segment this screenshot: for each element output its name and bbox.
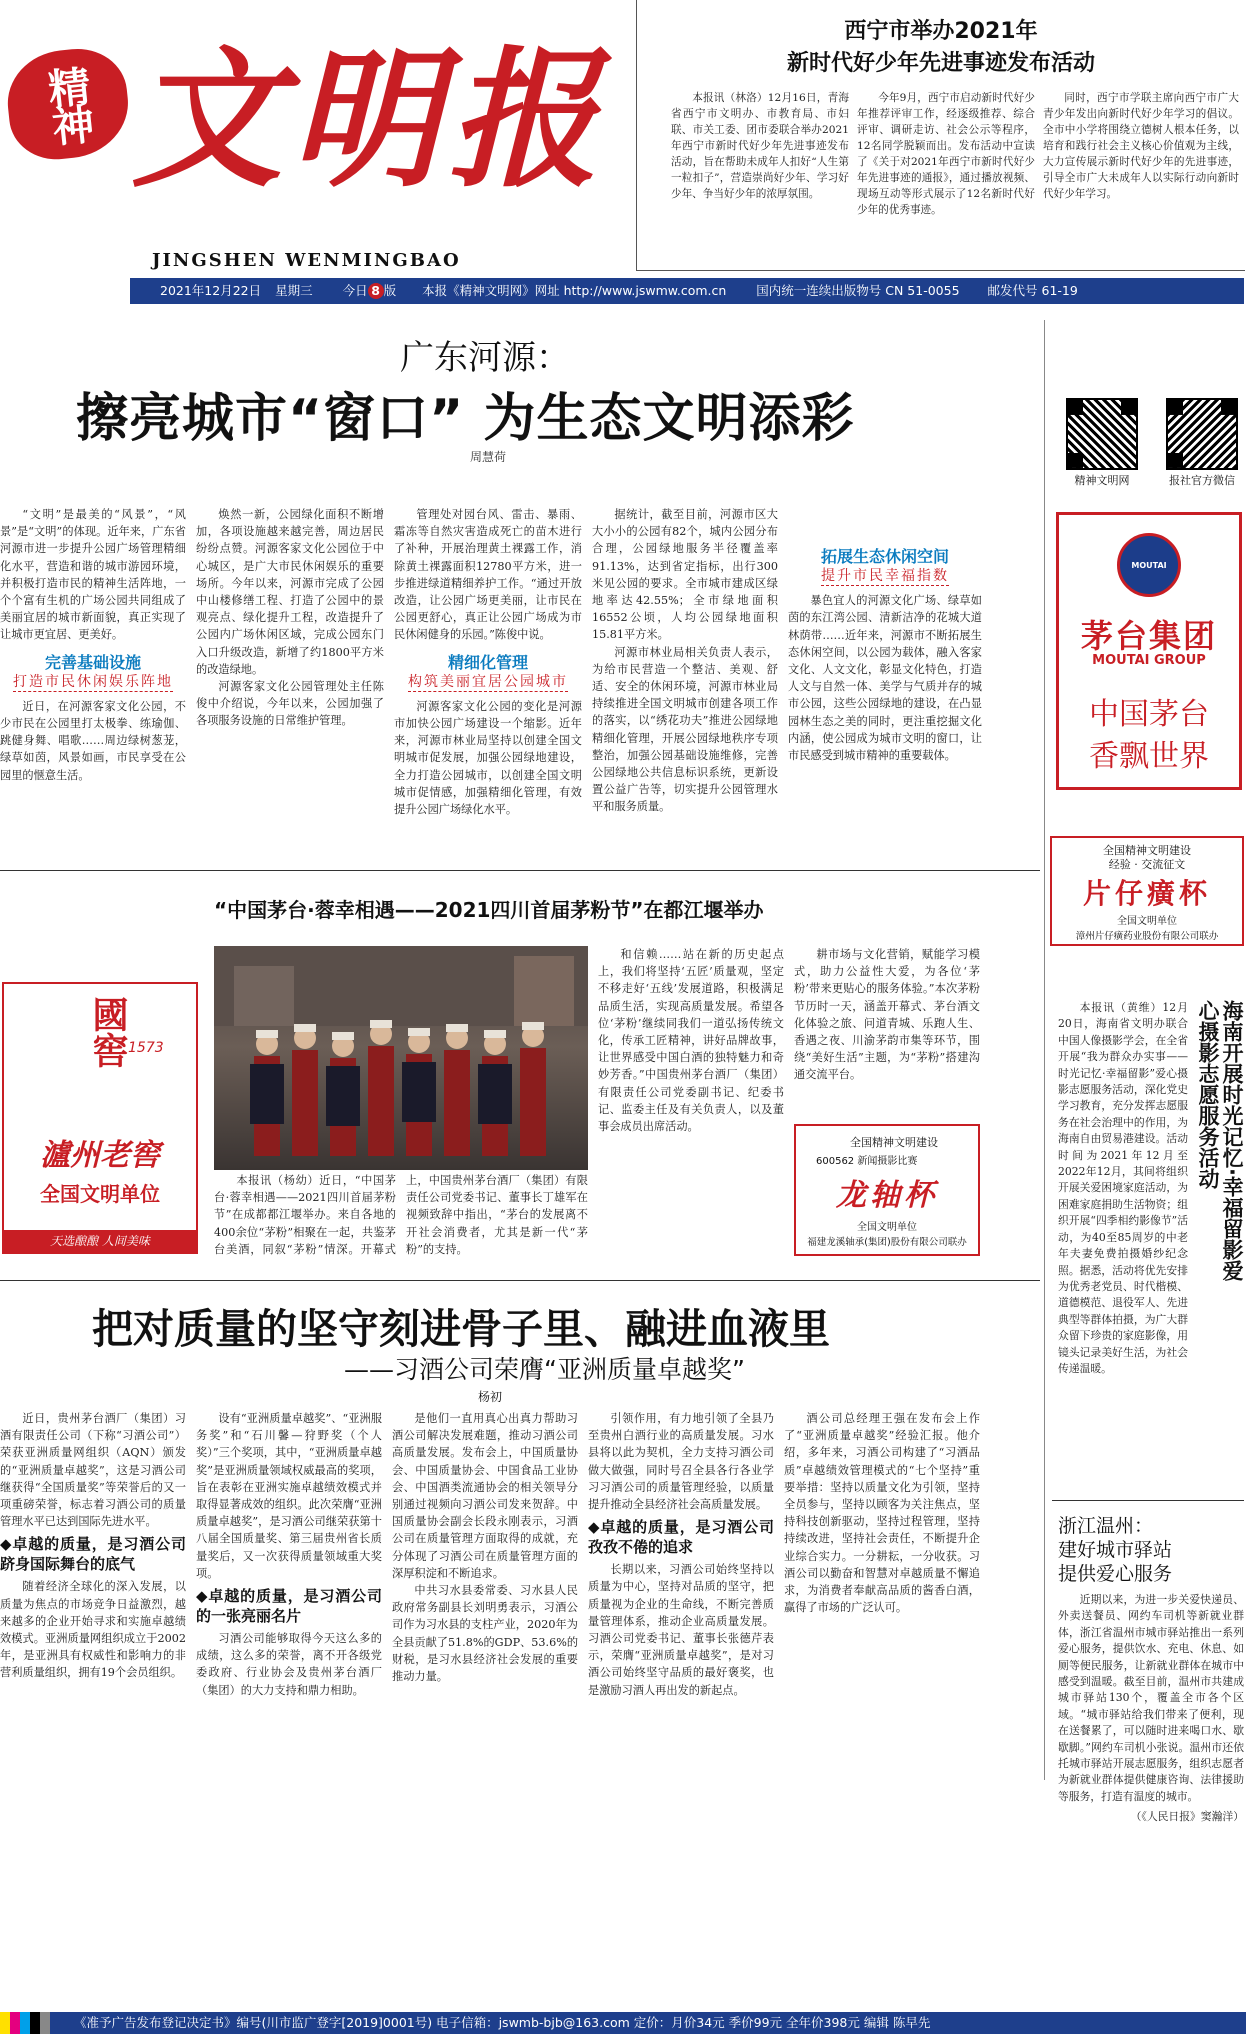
wenzhou-title-3: 提供爱心服务	[1058, 1563, 1173, 1585]
divider-v-1	[1044, 320, 1045, 1780]
moutai-brand-cn: 茅台集团	[1080, 617, 1217, 655]
top-story-title-1: 西宁市举办2021年	[844, 19, 1038, 44]
lz-top-2: 600562 新闻摄影比赛	[816, 1156, 918, 1167]
quality-col-3b-text: 中共习水县委常委、习水县人民政府常务副县长刘明勇表示，习酒公司作为习水县的支柱产业，2020年为全县贡献了51.8%的GDP、53.6%的财税，是习水县经济社会发展的重要推动力量。	[392, 1584, 578, 1684]
luzhou-unit: 全国文明单位	[40, 1182, 160, 1206]
lz-name: 龙轴杯	[836, 1178, 938, 1213]
lead-subhead-3b: 提升市民幸福指数	[821, 568, 949, 586]
qr-code-1[interactable]	[1066, 398, 1138, 470]
quality-subhead-1: ◆卓越的质量，是习酒公司跻身国际舞台的底气	[0, 1535, 186, 1574]
info-pages-suffix: 版	[383, 283, 397, 298]
quality-col-5	[784, 1410, 980, 1990]
lead-col-5-text: 暴色宜人的河源文化广场、绿草如茵的东江湾公园、清新洁净的花城大道林荫带……近年来，河源市不断拓展生态休闲空间，以公园为载体，融入客家文化、人文文化，彰显文化特色，打造人文与自然一体、美学与气质并存的城市公园，这些公园绿地的建设，在凸显园林生态之美的同时，更注重挖掘文化内涵，使公园成为城市文明的窗口，让市民感受到城市精神的重要载体。	[788, 594, 982, 763]
lead-col-1-text: “文明”是最美的“风景”，“风景”是“文明”的体现。近年来，广东省河源市进一步提升公园广场管理精细化水平，营造和谐的城市游园环境，并积极打造市民的精神生活阵地，一个个富有生机的广场公园共同组成了美丽宜居的城市新面貌，真正实现了让城市更宜居、更美好。	[0, 508, 186, 642]
lead-col-4-text: 据统计，截至目前，河源市区大大小小的公园有82个，城内公园分布合理，公园绿地服务半径覆盖率91.13%，达到省定指标，出行300米见公园的要求。全市城市建成区绿地率达42.55%；全市绿地面积16552公顷，人均公园绿地面积15.81平方米。	[592, 508, 778, 642]
top-story-col-1	[671, 90, 849, 260]
moutai-caption	[214, 1172, 588, 1262]
quality-subhead-2: ◆卓越的质量，是习酒公司的一张亮丽名片	[196, 1587, 382, 1626]
top-story-col-2	[857, 90, 1035, 260]
top-story-title-2: 新时代好少年先进事迹发布活动	[786, 51, 1095, 76]
moutai-event-photo	[214, 946, 588, 1170]
moutai-col-2	[794, 946, 980, 1100]
info-weekday: 星期三	[275, 283, 313, 298]
quality-subtitle: ——习酒公司荣膺“亚洲质量卓越奖”	[344, 1355, 745, 1384]
wenzhou-title	[1058, 1514, 1172, 1586]
qr-label-1: 精神文明网	[1074, 474, 1130, 487]
quality-col-4	[588, 1410, 774, 1990]
lead-subhead-2b: 构筑美丽宜居公园城市	[408, 674, 568, 692]
lead-subhead-1b: 打造市民休闲娱乐阵地	[13, 674, 173, 692]
top-story-col-2-text: 今年9月，西宁市启动新时代好少年推荐评审工作，经逐级推荐、综合评审、调研走访、社会公示等程序，12名同学脱颖而出。发布活动中宣读了《关于对2021年西宁市新时代好少年先进事迹的通报》，通过播放视频、现场互动等形式展示了12名新时代好少年的优秀事迹。	[857, 92, 1035, 216]
moutai-story-title: “中国茅台·蓉幸相遇——2021四川首届茅粉节”在都江堰举办	[214, 898, 764, 922]
moutai-ad[interactable]	[1056, 512, 1242, 790]
quality-col-4-text: 引领作用，有力地引领了全县乃至贵州白酒行业的高质量发展。习水县将以此为契机，全力支持习酒公司做大做强，同时号召全县各行各业学习习酒公司的质量管理经验，以质量提升推动全县经济社会高质量发展。	[588, 1412, 774, 1512]
lead-col-3-text: 管理处对园台风、雷击、暴雨、霜冻等自然灾害造成死亡的苗木进行了补种，开展治理黄土裸露工作，消除黄土裸露面积12780平方米，进一步推进绿道精细养护工作。“通过开放改造，让公园广场更美丽，让市民在公园更舒心，真正让公园广场成为市民休闲健身的乐园。”陈俊中说。	[394, 508, 582, 642]
masthead-seal-text: 精神	[40, 63, 97, 145]
lead-col-3-subhead	[394, 652, 582, 692]
masthead-seal	[3, 44, 134, 164]
info-website[interactable]: 本报《精神文明网》网址 http://www.jswmw.com.cn	[422, 283, 727, 298]
lead-col-4b-text: 河源市林业局相关负责人表示，为给市民营造一个整洁、美观、舒适、安全的休闲环境，河源市林业局持续推进全国文明城市创建各项工作的落实，以“绣花功夫”推进公园绿地精细化管理，开展公园绿地秩序专项整治，加强公园基础设施维修，完善公园绿地公共信息标识系统，更新设置公益广告等，切实提升公园管理水平和服务质量。	[592, 645, 778, 814]
info-postal: 邮发代号 61-19	[987, 283, 1078, 298]
quality-col-4b-text: 长期以来，习酒公司始终坚持以质量为中心，坚持对品质的坚守，把质量视为企业的生命线，不断完善质量管理体系，推动企业高质量发展。习酒公司党委书记、董事长张德芹表示，荣膺“亚洲质量卓越奖”，是对习酒公司始终坚守品质的最好褒奖，也是激励习酒人再出发的新起点。	[588, 1563, 774, 1697]
luzhou-seal: 國窖	[87, 996, 129, 1068]
luzhou-year: 1573	[128, 1040, 164, 1056]
masthead-title: 文明报	[132, 32, 607, 208]
pzh-top-2: 经验 · 交流征文	[1108, 858, 1186, 871]
lead-col-2b-text: 河源客家文化公园管理处主任陈俊中介绍说，今年以来，公园加强了各项服务设施的日常维护管理。	[196, 680, 384, 728]
quality-byline: 杨初	[478, 1390, 503, 1404]
lead-col-4	[592, 506, 778, 856]
lead-col-5	[788, 506, 982, 856]
top-story-col-1-text: 本报讯（林洛）12月16日，青海省西宁市文明办、市教育局、市妇联、市关工委、团市委联合举办2021年西宁市新时代好少年先进事迹发布活动，旨在帮助未成年人扣好“人生第一粒扣子”，营造崇尚好少年、学习好少年、争当好少年的浓厚氛围。	[671, 92, 849, 200]
info-date: 2021年12月22日	[160, 283, 262, 298]
sidebar-title: 海南开展时光记忆·幸福留影爱心摄影志愿服务活动	[1196, 1000, 1244, 1281]
quality-title: 把对质量的坚守刻进骨子里、融进血液里	[92, 1305, 830, 1353]
lead-col-1	[0, 506, 186, 856]
info-pages	[343, 283, 401, 298]
moutai-col-1	[598, 946, 784, 1262]
pzh-name: 片仔癀杯	[1082, 877, 1211, 910]
moutai-col-2-text: 耕市场与文化营销，赋能学习模式，助力公益性大爱，为各位‘茅粉’带来更贴心的服务体验。”本次茅粉节历时一天，涵盖开幕式、茅台酒文化体验之旅、问道青城、乐跑人生、香遇之夜、川渝茅韵市集等环节，围绕“美好生活”主题，为“茅粉”搭建沟通交流平台。	[794, 948, 980, 1082]
pzh-company: 漳州片仔癀药业股份有限公司联办	[1075, 931, 1219, 942]
top-story-col-3	[1043, 90, 1239, 260]
sidebar-body-text: 本报讯（黄维）12月20日，海南省文明办联合中国人像摄影学会，在全省开展“我为群众办实事——时光记忆·幸福留影”爱心摄影志愿服务活动，深化党史学习教育，充分发挥志愿服务在社会治理中的作用，为海南自由贸易港建设。活动时间为2021年12月至2022年12月，其间将组织开展关爱困境家庭活动，为困难家庭捐助生活物资；组织开展“四季相约影像节”活动，为40至85周岁的中老年夫妻免费拍摄婚纱纪念照。据悉，活动将优先安排为优秀老党员、时代楷模、道德模范、退役军人、先进典型等群体拍摄，为广大群众留下珍贵的家庭影像，用镜头记录美好生活，为社会传递温暖。	[1058, 1001, 1188, 1375]
wenzhou-title-2: 建好城市驿站	[1058, 1539, 1173, 1561]
wenzhou-body-text: 近期以来，为进一步关爱快递员、外卖送餐员、网约车司机等新就业群体，浙江省温州市城市驿站推出一系列爱心服务，提供饮水、充电、休息、如厕等便民服务，让新就业群体在城市中感受到温暖。截至目前，温州市共建成城市驿站130个，覆盖全市各个区域。“城市驿站给我们带来了便利，现在送餐累了，可以随时进来喝口水、歇歇脚。”网约车司机小张说。温州市还依托城市驿站开展志愿服务，组织志愿者为新就业群体提供健康咨询、法律援助等服务，打造有温度的城市。	[1058, 1593, 1244, 1803]
sidebar-body	[1058, 1000, 1188, 1450]
quality-col-3-text: 是他们一直用真心出真力帮助习酒公司解决发展难题，推动习酒公司高质量发展。发布会上，中国质量协会、中国质量协会、中国食品工业协会、中国酒类流通协会的相关领导分别通过视频向习酒公司发来贺辞。中国质量协会副会长段永刚表示，习酒公司在质量管理方面取得的成就，充分体现了习酒公司在质量管理方面的深厚积淀和不断追求。	[392, 1412, 578, 1580]
quality-col-2	[196, 1410, 382, 1990]
lead-col-3	[394, 506, 582, 856]
lead-col-2-text: 焕然一新，公园绿化面积不断增加，各项设施越来越完善，周边居民纷纷点赞。河源客家文化公园位于中心城区，是广大市民休闲娱乐的重要场所。今年以来，河源市完成了公园中山楼修缮工程、打造了公园中的景观亮点、绿化提升工程，改造提升了公园内广场休闲区域，完成公园东门入口升级改造，新增了约1800平方米的改造绿地。	[196, 508, 384, 676]
quality-col-2b-text: 习酒公司能够取得今天这么多的成绩，这么多的荣誉，离不开各级党委政府、行业协会及贵州茅台酒厂（集团）的大力支持和鼎力相助。	[196, 1632, 382, 1697]
footer-text: 《准予广告发布登记决定书》编号(川市监广登字[2019]0001号) 电子信箱：jswmb-bjb@163.com 定价：月价34元 季价99元 全年价398元 编辑 陈早先	[73, 2015, 931, 2030]
moutai-slogan-1: 中国茅台	[1089, 697, 1209, 732]
divider-2	[0, 1280, 1040, 1281]
footer-bar	[0, 2012, 1246, 2034]
lead-col-1-subhead	[0, 652, 186, 692]
divider-1	[0, 870, 1040, 871]
moutai-logo-icon	[1117, 533, 1181, 597]
quality-col-1	[0, 1410, 186, 1990]
divider-3	[1052, 1500, 1244, 1501]
lead-kicker: 广东河源：	[400, 338, 570, 378]
lead-byline: 周慧荷	[470, 450, 507, 464]
moutai-col-1-text: 和信赖……站在新的历史起点上，我们将坚持‘五匠’质量观，坚定不移走好‘五线’发展道路，积极满足品质生活，实现高质量发展。希望各位‘茅粉’继续同我们一道弘扬传统文化，传承工匠精神，讲好品牌故事，让世界感受中国白酒的独特魅力和奇妙芳香。”中国贵州茅台酒厂（集团）有限责任公司党委副书记、纪委书记、监委主任及有关负责人，以及董事会成员出席活动。	[598, 948, 784, 1134]
lead-title: 擦亮城市“窗口” 为生态文明添彩	[76, 389, 855, 449]
lz-sub: 全国文明单位	[857, 1222, 917, 1233]
photo-people-icon	[214, 946, 588, 1170]
longzhou-ad[interactable]	[794, 1124, 980, 1256]
lz-top-1: 全国精神文明建设	[850, 1136, 938, 1149]
quality-col-3	[392, 1410, 578, 1990]
pzh-top-1: 全国精神文明建设	[1103, 844, 1191, 857]
qr-label-2: 报社官方微信	[1169, 474, 1235, 487]
wenzhou-title-1: 浙江温州：	[1058, 1515, 1154, 1537]
wenzhou-body	[1058, 1592, 1244, 1972]
luzhou-brand: 瀘州老窖	[40, 1138, 160, 1173]
moutai-logo-text: MOUTAI	[1131, 560, 1167, 570]
lead-col-3b-text: 河源客家文化公园的变化是河源市加快公园广场建设一个缩影。近年来，河源市林业局坚持以创建全国文明城市促发展，加强公园绿地建设，全力打造公园城市，以创建全国文明城市促情感，加强精细化管理，有效提升公园广场绿化水平。	[394, 699, 582, 817]
qr-code-2[interactable]	[1166, 398, 1238, 470]
quality-col-1b-text: 随着经济全球化的深入发展，以质量为焦点的市场竞争日益激烈，越来越多的企业开始寻求和实施卓越绩效模式。亚洲质量网组织成立于2002年，是亚洲具有权威性和影响力的非营利质量组织，拥有19个会员组织。	[0, 1580, 186, 1680]
lead-subhead-1: 完善基础设施	[44, 652, 141, 672]
info-pages-prefix: 今日	[342, 283, 368, 298]
lead-subhead-2: 精细化管理	[447, 652, 528, 672]
quality-subhead-4: ◆卓越的质量，是习酒公司孜孜不倦的追求	[588, 1518, 774, 1557]
info-cn: 国内统一连续出版物号 CN 51-0055	[756, 283, 960, 298]
info-bar	[130, 278, 1244, 304]
quality-col-1-text: 近日，贵州茅台酒厂（集团）习酒有限责任公司（下称“习酒公司”）荣获亚洲质量网组织（AQN）颁发的“亚洲质量卓越奖”，这是习酒公司继获得“全国质量奖”等荣誉后的又一项重磅荣誉，标志着习酒公司的质量管理水平已达到国际先进水平。	[0, 1412, 186, 1529]
footer-swatches	[0, 2012, 50, 2034]
lead-col-2	[196, 506, 384, 856]
pzh-sub: 全国文明单位	[1117, 916, 1177, 927]
lz-company: 福建龙溪轴承(集团)股份有限公司联办	[807, 1237, 967, 1248]
top-story-col-3-text: 同时，西宁市学联主席向西宁市广大青少年发出向新时代好少年学习的倡议。全市中小学将围绕立德树人根本任务，以培育和践行社会主义核心价值观为主线，大力宣传展示新时代好少年的先进事迹，引导全市广大未成年人以实际行动向新时代好少年学习。	[1043, 92, 1239, 200]
lead-subhead-3: 拓展生态休闲空间	[820, 547, 949, 566]
moutai-slogan-2: 香飘世界	[1089, 739, 1209, 774]
pianzaihuang-ad[interactable]	[1050, 836, 1244, 946]
masthead-pinyin: JINGSHEN WENMINGBAO	[152, 250, 461, 271]
quality-col-2-text: 设有“亚洲质量卓越奖”、“亚洲服务奖”和“石川馨—狩野奖（个人奖）”三个奖项，其中，“亚洲质量卓越奖”是亚洲质量领域权威最高的奖项，旨在表彰在亚洲实施卓越绩效模式并取得显著成效的组织。此次荣膺“亚洲质量卓越奖”，是习酒公司继荣获第十八届全国质量奖、第三届贵州省长质量奖后，又一次获得质量领域重大奖项。	[196, 1412, 382, 1580]
moutai-brand-en: MOUTAI GROUP	[1092, 653, 1206, 668]
wenzhou-source: （《人民日报》窦瀚洋）	[1130, 1810, 1244, 1824]
info-pages-num: 8	[368, 283, 384, 299]
moutai-caption-text: 本报讯（杨幼）近日，“中国茅台·蓉幸相遇——2021四川首届茅粉节”在成都都江堰举办。来自各地的400余位“茅粉”相聚在一起，共鉴茅台美酒，同叙“茅粉”情深。开幕式上，中国贵州茅台酒厂（集团）有限责任公司党委书记、董事长丁雄军在视频致辞中指出，“茅台的发展离不开社会消费者，尤其是新一代“茅粉”的支持。	[214, 1174, 588, 1256]
top-story-box	[636, 0, 1245, 271]
luzhou-slogan: 天选酿酿 人间美味	[4, 1230, 196, 1252]
luzhou-ad[interactable]	[2, 982, 198, 1254]
lead-col-5-subhead	[788, 546, 982, 586]
lead-col-1b-text: 近日，在河源客家文化公园，不少市民在公园里打太极拳、练瑜伽、跳健身舞、唱歌……周边绿树葱茏，绿草如茵，风景如画，市民享受在公园里的惬意生活。	[0, 699, 186, 782]
quality-col-5-text: 酒公司总经理王强在发布会上作了“亚洲质量卓越奖”经验汇报。他介绍，多年来，习酒公司构建了“习酒品质”卓越绩效管理模式的“七个坚持”重要举措：坚持以质量文化为引领，坚持全员参与，坚持以顾客为关注焦点，坚持科技创新驱动，坚持过程管理，坚持持续改进，坚持社会责任，不断提升企业综合实力。一分耕耘，一分收获。习酒公司以勤奋和智慧对卓越质量不懈追求，为消费者奉献高品质的酱香白酒，赢得了市场的广泛认可。	[784, 1412, 980, 1615]
